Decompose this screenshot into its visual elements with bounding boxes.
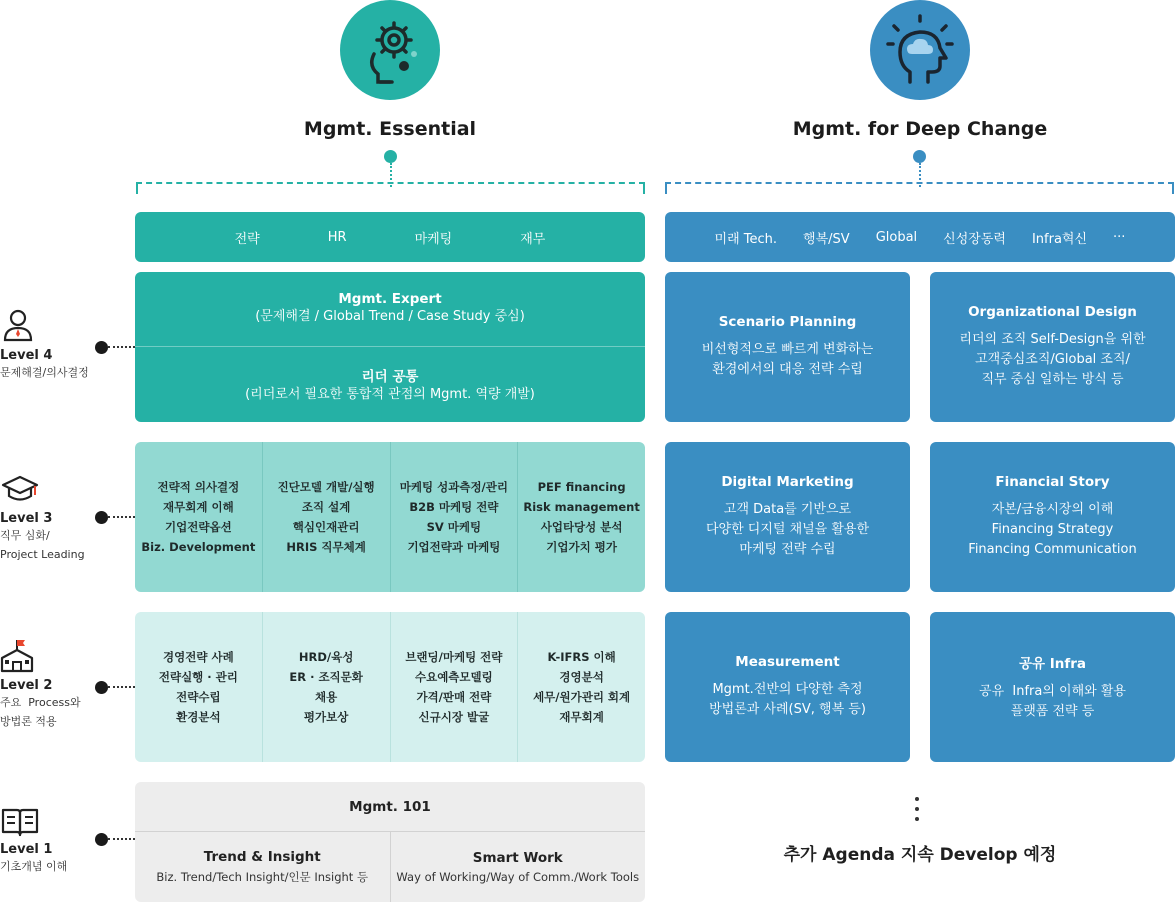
level2-cell-marketing: [391, 612, 519, 762]
topic: SV 마케팅: [426, 520, 482, 534]
mgmt-101-title: Mgmt. 101: [135, 782, 645, 832]
section-desc: (문제해결 / Global Trend / Case Study 중심): [255, 309, 525, 324]
card-line: 플랫폼 전략 등: [1010, 704, 1095, 719]
level-4-line: [108, 346, 135, 348]
level-subtitle: 기초개념 이해: [0, 860, 68, 873]
card-title: Scenario Planning: [718, 314, 857, 330]
topic: 전략적 의사결정: [157, 480, 240, 494]
digital-marketing-card: [665, 442, 910, 592]
scenario-planning-card: [665, 272, 910, 422]
deep-change-tab: 미래 Tech.: [714, 231, 778, 247]
topic: 기업전략과 마케팅: [407, 540, 501, 554]
level3-essential-grid: [135, 442, 645, 592]
level-2-line: [108, 686, 135, 688]
school-building-icon: [0, 638, 40, 674]
card-title: Measurement: [735, 654, 840, 670]
level2-essential-grid: [135, 612, 645, 762]
level1-items: [135, 832, 645, 902]
topic: 수요예측모델링: [414, 670, 493, 684]
level-title: Level 4: [0, 348, 53, 363]
card-line: 공유 Infra의 이해와 활용: [979, 684, 1126, 699]
card-line: 자본/금융시장의 이해: [991, 502, 1114, 517]
measurement-card: [665, 612, 910, 762]
level-subtitle: 직무 심화/: [0, 529, 50, 542]
level3-cell-hr: [263, 442, 391, 592]
graduation-cap-icon: [0, 473, 40, 507]
topic: PEF financing: [537, 480, 626, 494]
level-subtitle: 방법론 적용: [0, 715, 57, 728]
more-agenda-note: 추가 Agenda 지속 Develop 예정: [783, 845, 1057, 865]
essential-tab: 마케팅: [414, 231, 453, 247]
level4-essential-card: [135, 272, 645, 422]
deep-change-title: Mgmt. for Deep Change: [792, 118, 1048, 140]
topic: 기업전략옵션: [165, 520, 232, 534]
card-title: 공유 Infra: [1018, 656, 1087, 672]
item-title: Smart Work: [472, 850, 563, 866]
card-title: Digital Marketing: [721, 474, 854, 490]
topic: 환경분석: [176, 710, 221, 724]
card-line: 다양한 디지털 채널을 활용한: [705, 522, 870, 537]
card-title: Organizational Design: [968, 304, 1137, 320]
level-subtitle: 문제해결/의사결정: [0, 366, 89, 379]
topic: 브랜딩/마케팅 전략: [405, 650, 503, 664]
item-title: Trend & Insight: [203, 849, 321, 865]
card-line: 고객 Data를 기반으로: [723, 502, 852, 517]
level1-essential-card: [135, 782, 645, 902]
card-line: Mgmt.전반의 다양한 측정: [712, 682, 863, 697]
topic: ER · 조직문화: [289, 670, 363, 684]
head-cloud-icon: [880, 10, 960, 90]
item-desc: Way of Working/Way of Comm./Work Tools: [396, 870, 640, 884]
level3-cell-strategy: [135, 442, 263, 592]
item-desc: Biz. Trend/Tech Insight/인문 Insight 등: [156, 870, 369, 884]
card-line: 리더의 조직 Self-Design을 위한: [959, 332, 1146, 347]
deep-change-tab: Global: [875, 229, 918, 245]
topic: 재무회계: [559, 710, 604, 724]
topic: 전략실행 · 관리: [158, 670, 238, 684]
section-title: Mgmt. Expert: [338, 291, 442, 307]
deep-change-tab-bar: [665, 212, 1175, 262]
level-title: Level 3: [0, 511, 53, 526]
card-line: Financing Communication: [968, 542, 1137, 557]
deep-change-icon-circle: [870, 0, 970, 100]
level2-cell-finance: [518, 612, 645, 762]
topic: 평가보상: [303, 710, 349, 724]
shared-infra-card: [930, 612, 1175, 762]
trend-insight-cell: [135, 832, 391, 902]
topic: 가격/판매 전략: [416, 690, 492, 704]
level-2-dot: [95, 681, 108, 694]
section-title: 리더 공통: [361, 368, 419, 385]
topic: 마케팅 성과측정/관리: [399, 480, 508, 494]
level-subtitle: Project Leading: [0, 548, 85, 561]
essential-tab: 전략: [234, 231, 260, 247]
topic: 경영전략 사례: [163, 650, 234, 664]
topic: B2B 마케팅 전략: [409, 500, 499, 514]
topic: Biz. Development: [141, 540, 256, 554]
mgmt-expert-section: [135, 272, 645, 347]
lightbulb-gear-icon: [350, 10, 430, 90]
essential-title: Mgmt. Essential: [303, 118, 477, 140]
topic: HRD/육성: [298, 650, 354, 664]
organizational-design-card: [930, 272, 1175, 422]
level-1-line: [108, 838, 135, 840]
deep-change-tab: Infra혁신: [1031, 231, 1088, 247]
card-line: 환경에서의 대응 전략 수립: [712, 362, 863, 377]
level3-cell-finance: [518, 442, 645, 592]
essential-tab-bar: [135, 212, 645, 262]
essential-tab: HR: [327, 229, 347, 245]
topic: 조직 설계: [301, 500, 351, 514]
topic: 사업타당성 분석: [540, 520, 623, 534]
deep-change-connector-dot: [913, 150, 926, 163]
level-subtitle: 주요 Process와: [0, 696, 81, 709]
level-title: Level 2: [0, 678, 53, 693]
card-line: 마케팅 전략 수립: [739, 542, 836, 557]
essential-icon-circle: [340, 0, 440, 100]
level-4-dot: [95, 341, 108, 354]
deep-change-tab: 신성장동력: [943, 231, 1006, 247]
topic: HRIS 직무체계: [286, 540, 366, 554]
open-book-icon: [0, 806, 40, 838]
essential-connector-dot: [384, 150, 397, 163]
section-desc: (리더로서 필요한 통합적 관점의 Mgmt. 역량 개발): [245, 386, 535, 402]
card-line: 비선형적으로 빠르게 변화하는: [701, 342, 874, 357]
topic: 경영분석: [559, 670, 604, 684]
card-line: 고객중심조직/Global 조직/: [975, 352, 1130, 367]
leader-common-section: [135, 347, 645, 422]
topic: 신규시장 발굴: [418, 710, 490, 724]
level-title: Level 1: [0, 842, 53, 857]
essential-tab: 재무: [520, 231, 546, 247]
level3-cell-marketing: [391, 442, 519, 592]
person-icon: [0, 308, 40, 344]
deep-change-bracket: [665, 182, 1174, 194]
topic: Risk management: [523, 500, 640, 514]
level2-cell-strategy: [135, 612, 263, 762]
level-3-line: [108, 516, 135, 518]
card-title: Financial Story: [995, 474, 1110, 490]
topic: 재무회계 이해: [163, 500, 234, 514]
level-3-dot: [95, 511, 108, 524]
topic: 기업가치 평가: [546, 540, 617, 554]
card-line: Financing Strategy: [991, 522, 1114, 537]
card-line: 직무 중심 일하는 방식 등: [981, 372, 1124, 387]
topic: 전략수립: [176, 690, 221, 704]
level2-cell-hr: [263, 612, 391, 762]
topic: 진단모델 개발/실행: [277, 480, 375, 494]
topic: 채용: [315, 690, 338, 704]
deep-change-tab: ···: [1113, 229, 1126, 245]
essential-bracket: [136, 182, 645, 194]
level-1-dot: [95, 833, 108, 846]
topic: 핵심인재관리: [292, 520, 360, 534]
financial-story-card: [930, 442, 1175, 592]
topic: K-IFRS 이해: [547, 650, 616, 664]
vertical-ellipsis-icon: [915, 797, 919, 821]
card-line: 방법론과 사례(SV, 행복 등): [709, 702, 866, 717]
topic: 세무/원가관리 회계: [533, 690, 631, 704]
deep-change-tab: 행복/SV: [803, 231, 850, 247]
smart-work-cell: [391, 832, 646, 902]
